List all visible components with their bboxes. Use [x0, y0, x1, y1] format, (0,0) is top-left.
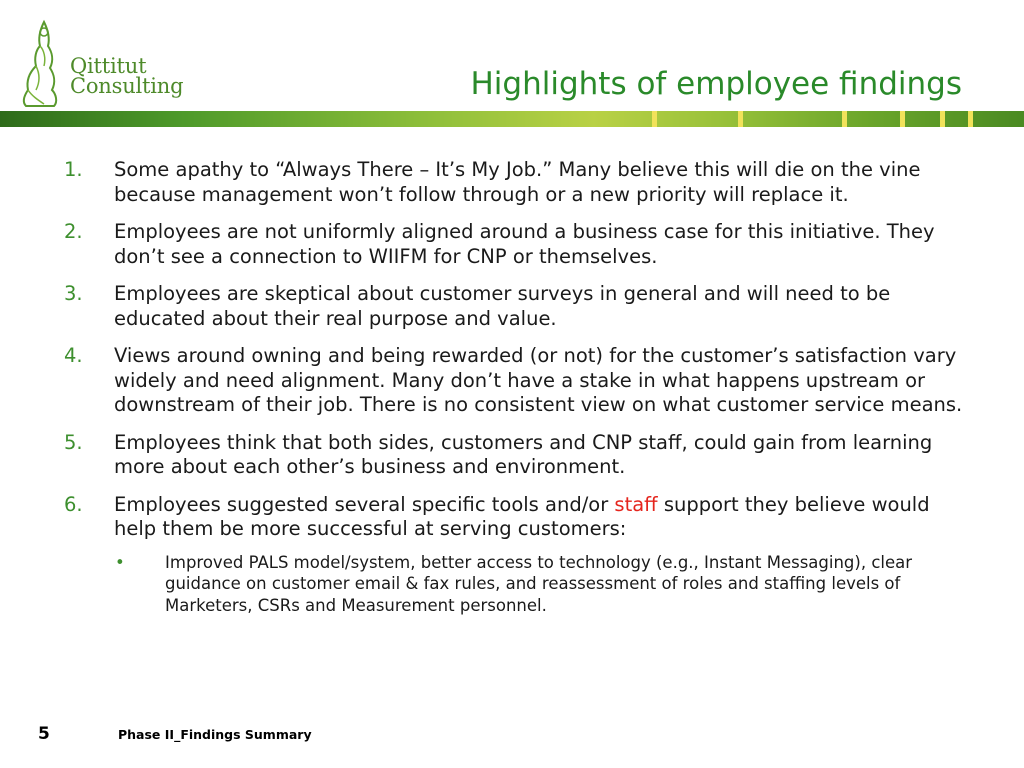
finding-item: [64, 344, 974, 418]
sub-bullet-item: [114, 552, 974, 617]
logo-wordmark: [70, 56, 183, 96]
banner-accent: [900, 111, 905, 127]
logo-line-2: Consulting: [70, 74, 184, 98]
header-banner: [0, 111, 1024, 127]
finding-item: [64, 493, 974, 617]
page-number: 5: [38, 724, 50, 744]
finding-number: 4.: [64, 344, 83, 367]
logo-line-1: Qittitut: [70, 54, 147, 78]
figure-logo-icon: [14, 18, 74, 110]
finding-item: [64, 158, 974, 207]
banner-accent: [842, 111, 847, 127]
finding-text: Employees are not uniformly aligned around a business case for this initiative. They don’t see a connection to WIIFM for CNP or themselves.: [114, 220, 935, 268]
finding-number: 5.: [64, 430, 83, 454]
slide-title: Highlights of employee findings: [470, 66, 962, 102]
finding-text: Views around owning and being rewarded (or not) for the customer’s satisfaction vary widely and need alignment. Many don’t have a stake in what happens upstream or downstream of their job. There is no consistent view on what customer service means.: [114, 344, 963, 416]
bullet-icon: •: [115, 552, 125, 572]
banner-accent: [940, 111, 945, 127]
banner-accent: [968, 111, 973, 127]
finding-number: 1.: [64, 158, 83, 181]
footer-label: Phase II_Findings Summary: [118, 727, 312, 742]
finding-number: 2.: [64, 220, 83, 243]
sub-bullet-text: Improved PALS model/system, better access to technology (e.g., Instant Messaging), clear guidance on customer email & fax rules, and reassessment of roles and staffing levels of Marketers, CSRs and Measurement personnel.: [165, 552, 913, 615]
banner-accent: [652, 111, 657, 127]
finding-number: 3.: [64, 282, 83, 305]
finding-text: Some apathy to “Always There – It’s My Job.” Many believe this will die on the vine because management won’t follow through or a new priority will replace it.: [114, 158, 921, 206]
finding-text: Employees are skeptical about customer surveys in general and will need to be educated about their real purpose and value.: [114, 282, 891, 330]
banner-accent: [738, 111, 743, 127]
finding-item: [64, 220, 974, 269]
qittitut-logo: [14, 18, 184, 110]
findings-list: [64, 158, 974, 616]
findings-body: [64, 158, 974, 629]
finding-item: [64, 431, 974, 480]
finding-number: 6.: [64, 492, 83, 516]
finding-text-end: support they believe would help them be more successful at serving customers:: [114, 492, 930, 540]
highlighted-word: staff: [614, 492, 658, 516]
sub-bullet-list: [114, 552, 974, 617]
finding-text: Employees think that both sides, customers and CNP staff, could gain from learning more about each other’s business and environment.: [114, 430, 933, 478]
finding-text-start: Employees suggested several specific tools and/or: [114, 492, 615, 516]
finding-item: [64, 282, 974, 331]
